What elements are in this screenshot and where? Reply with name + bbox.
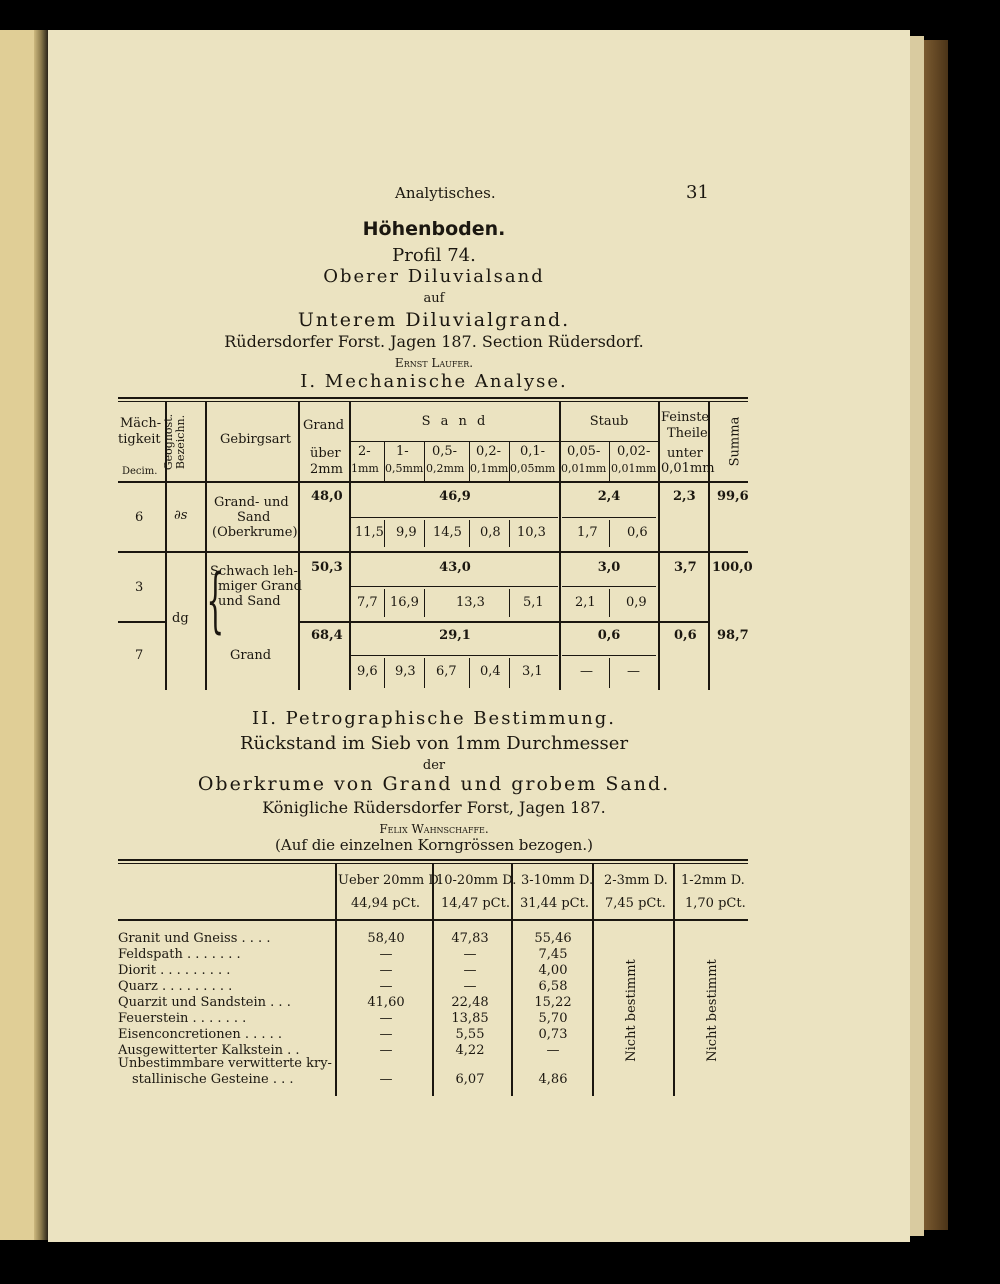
hdr-unter-mm: 0,01mm	[661, 461, 715, 476]
table1-depth-rule	[118, 621, 166, 623]
row2-gebirgsart: und Sand	[218, 594, 281, 609]
t2-col-pct: 7,45 pCt.	[605, 896, 666, 911]
row3-gebirgsart: Grand	[230, 648, 272, 663]
t2-row-name: Feuerstein . . . . . . .	[118, 1011, 247, 1026]
t2-col-head: 2-3mm D.	[604, 873, 668, 888]
table1-top-rule	[118, 397, 748, 399]
sub-col-line	[609, 520, 610, 547]
section2-location: Königliche Rüdersdorfer Forst, Jagen 187.	[262, 798, 606, 817]
t2-col-pct: 14,47 pCt.	[441, 896, 510, 911]
row1-symbol: ∂s	[174, 508, 188, 523]
hdr-maechtigkeit2: tigkeit	[118, 432, 161, 447]
t2-row-name: stallinische Gesteine . . .	[132, 1072, 294, 1087]
staub-col-unit: 0,01mm	[611, 462, 657, 475]
sub-col-line	[424, 658, 425, 688]
hdr-geognost: Geognost. Bezeichn.	[162, 413, 187, 471]
page-edge	[910, 36, 924, 1236]
hdr-unter: unter	[667, 446, 703, 461]
t2-cell: 13,85	[451, 1011, 489, 1026]
row1-gebirgsart: (Oberkrume)	[212, 525, 298, 540]
staub-col-unit: 0,01mm	[561, 462, 607, 475]
sub-col-line	[509, 658, 510, 688]
t2-cell: —	[379, 979, 393, 994]
section2-author: Felix Wahnschaffe.	[379, 822, 489, 836]
t2-cell: 6,58	[538, 979, 568, 994]
row3-feinste: 0,6	[674, 628, 697, 643]
row1-staub-rule	[562, 517, 656, 518]
col-line	[432, 864, 434, 1096]
row1-summa: 99,6	[717, 489, 749, 504]
t2-cell: —	[379, 947, 393, 962]
row2-staub-val: 0,9	[626, 595, 647, 610]
staub-col-head: 0,05-	[567, 444, 601, 459]
row3-staub-total: 0,6	[597, 628, 621, 643]
t2-row-name: Eisenconcretionen . . . . .	[118, 1027, 283, 1042]
t2-cell: —	[379, 1072, 393, 1087]
location-line: Rüdersdorfer Forst. Jagen 187. Section Rüdersdorf.	[224, 332, 644, 351]
row1-depth: 6	[135, 510, 144, 525]
t2-cell: 7,45	[538, 947, 568, 962]
table1-header-rule	[118, 481, 748, 483]
nicht-bestimmt-1: Nicht bestimmt	[623, 959, 639, 1062]
row1-sand-val: 10,3	[517, 525, 546, 540]
row1-staub-val: 1,7	[577, 525, 598, 540]
sand-col-head: 0,1-	[520, 444, 546, 459]
row1-gebirgsart: Grand- und	[214, 495, 289, 510]
t2-cell: —	[379, 963, 393, 978]
section2-note: (Auf die einzelnen Korngrössen bezogen.)	[275, 836, 593, 854]
t2-cell: 15,22	[534, 995, 572, 1010]
sand-col-unit: 0,05mm	[510, 462, 556, 475]
sand-sub-rule	[350, 441, 560, 442]
row3-staub-val: —	[580, 664, 593, 679]
row1-sand-val: 14,5	[433, 525, 462, 540]
t2-cell: 58,40	[367, 931, 405, 946]
row3-sand-val: 6,7	[436, 664, 457, 679]
brace-icon: {	[206, 559, 225, 641]
row2-staub-rule	[562, 586, 656, 587]
hdr-summa: Summa	[727, 416, 743, 467]
row3-depth: 7	[135, 648, 144, 663]
author-line: Ernst Laufer.	[394, 356, 474, 370]
t2-row-name: Unbestimmbare verwitterte kry-	[118, 1056, 332, 1071]
t2-cell: 0,73	[538, 1027, 568, 1042]
t2-col-pct: 31,44 pCt.	[520, 896, 589, 911]
t2-col-pct: 44,94 pCt.	[351, 896, 420, 911]
t2-cell: 22,48	[451, 995, 489, 1010]
row2-sand-total: 43,0	[439, 560, 471, 575]
row3-sand-val: 0,4	[480, 664, 501, 679]
t2-cell: 41,60	[367, 995, 405, 1010]
sub-col-line	[469, 658, 470, 688]
section2-der: der	[422, 758, 446, 773]
hdr-feinste: Feinste	[661, 410, 710, 425]
t2-cell: —	[463, 947, 477, 962]
sub-col-line	[424, 589, 425, 617]
t2-cell: —	[546, 1043, 560, 1058]
hdr-maechtigkeit: Mäch-	[120, 416, 162, 431]
col-line	[511, 864, 513, 1096]
row1-sand-val: 9,9	[396, 525, 417, 540]
col-line	[658, 402, 660, 690]
sub-col-line	[469, 441, 470, 481]
row3-staub-rule	[562, 655, 656, 656]
t2-row-name: Granit und Gneiss . . . .	[118, 931, 271, 946]
sand-col-head: 2-	[358, 444, 371, 459]
table1-row-rule	[118, 551, 748, 553]
auf-label: auf	[423, 291, 445, 306]
row2-summa: 100,0	[712, 560, 753, 575]
sand-col-head: 0,5-	[432, 444, 458, 459]
sub-col-line	[424, 520, 425, 547]
row2-staub-total: 3,0	[597, 560, 621, 575]
row1-gebirgsart: Sand	[237, 510, 271, 525]
sub-col-line	[384, 441, 385, 481]
profile-title: Profil 74.	[392, 245, 476, 266]
col-line	[335, 864, 337, 1096]
sand-col-head: 0,2-	[476, 444, 502, 459]
t2-cell: 4,86	[538, 1072, 568, 1087]
row2-sand-rule	[350, 586, 558, 587]
sand-col-head: 1-	[396, 444, 409, 459]
sand-col-unit: 1mm	[351, 462, 379, 475]
row1-staub-total: 2,4	[597, 489, 621, 504]
hdr-theile: Theile	[667, 426, 708, 441]
row1-grand: 48,0	[311, 489, 343, 504]
row3-summa: 98,7	[717, 628, 749, 643]
hdr-grand-mm: 2mm	[310, 462, 343, 477]
sand-col-unit: 0,2mm	[426, 462, 465, 475]
table1-top-rule2	[118, 401, 748, 402]
nicht-bestimmt-2: Nicht bestimmt	[704, 959, 720, 1062]
t2-cell: —	[379, 1043, 393, 1058]
row3-sand-total: 29,1	[439, 628, 471, 643]
col-line	[205, 402, 207, 690]
sub-col-line	[509, 520, 510, 547]
col-line	[708, 402, 710, 690]
running-title: Analytisches.	[395, 184, 496, 202]
row1-sand-val: 11,5	[355, 525, 384, 540]
sub-col-line	[424, 441, 425, 481]
hdr-grand: Grand	[303, 418, 345, 433]
t2-cell: 47,83	[451, 931, 489, 946]
book-cover-edge	[924, 40, 948, 1230]
section1-heading: I. Mechanische Analyse.	[300, 371, 568, 392]
t2-cell: —	[463, 979, 477, 994]
col-line	[673, 864, 675, 1096]
row1-sand-total: 46,9	[439, 489, 471, 504]
row2-sand-val: 13,3	[456, 595, 485, 610]
t2-cell: 5,70	[538, 1011, 568, 1026]
section2-heading: II. Petrographische Bestimmung.	[252, 708, 616, 729]
t2-col-head: 3-10mm D.	[521, 873, 594, 888]
staub-col-head: 0,02-	[617, 444, 651, 459]
row2-depth: 3	[135, 580, 144, 595]
sub-col-line	[509, 589, 510, 617]
t2-row-name: Quarz . . . . . . . . .	[118, 979, 233, 994]
book-gutter	[34, 30, 48, 1240]
t2-cell: —	[379, 1011, 393, 1026]
col-line	[298, 402, 300, 690]
hdr-gebirgsart: Gebirgsart	[220, 432, 291, 447]
sub-col-line	[384, 658, 385, 688]
t2-cell: —	[379, 1027, 393, 1042]
sub-col-line	[469, 520, 470, 547]
col-line	[559, 402, 561, 690]
hdr-decim: Decim.	[122, 466, 158, 477]
table2-top-rule	[118, 859, 748, 861]
hdr-staub: Staub	[589, 414, 629, 429]
row2-gebirgsart: miger Grand	[218, 579, 302, 594]
row2-sand-val: 5,1	[523, 595, 544, 610]
sub-col-line	[609, 589, 610, 617]
page-number: 31	[686, 182, 709, 203]
row1-feinste: 2,3	[673, 489, 696, 504]
row2-sand-val: 16,9	[390, 595, 419, 610]
sand-col-unit: 0,1mm	[470, 462, 509, 475]
row2-symbol: dg	[172, 611, 189, 626]
row1-sand-rule	[350, 517, 558, 518]
row2-staub-val: 2,1	[575, 595, 596, 610]
section2-sub1: Rückstand im Sieb von 1mm Durchmesser	[239, 733, 629, 754]
t2-cell: 6,07	[455, 1072, 485, 1087]
t2-cell: 4,22	[455, 1043, 485, 1058]
row2-gebirgsart: Schwach leh-	[210, 564, 298, 579]
row1-staub-val: 0,6	[627, 525, 648, 540]
sub-col-line	[609, 658, 610, 688]
table1-row-rule2	[298, 621, 708, 623]
t2-cell: 5,55	[455, 1027, 485, 1042]
row3-sand-val: 3,1	[522, 664, 543, 679]
t2-row-name: Diorit . . . . . . . . .	[118, 963, 231, 978]
row3-sand-val: 9,3	[395, 664, 416, 679]
t2-cell: —	[463, 963, 477, 978]
sub-col-line	[384, 520, 385, 547]
section2-sub2: Oberkrume von Grand und grobem Sand.	[197, 773, 671, 795]
sand-col-unit: 0,5mm	[385, 462, 424, 475]
lower-layer-title: Unterem Diluvialgrand.	[297, 309, 571, 331]
col-line	[592, 864, 594, 1096]
t2-col-head: 10-20mm D.	[436, 873, 517, 888]
t2-row-name: Ausgewitterter Kalkstein . .	[118, 1043, 300, 1058]
main-title: Höhenboden.	[362, 218, 506, 240]
row2-sand-val: 7,7	[357, 595, 378, 610]
sub-col-line	[384, 589, 385, 617]
col-line	[349, 402, 351, 690]
row3-grand: 68,4	[311, 628, 343, 643]
row3-sand-val: 9,6	[357, 664, 378, 679]
sub-col-line	[609, 441, 610, 481]
t2-cell: 55,46	[534, 931, 572, 946]
row2-feinste: 3,7	[674, 560, 697, 575]
row3-sand-rule	[350, 655, 558, 656]
t2-col-pct: 1,70 pCt.	[685, 896, 746, 911]
row1-sand-val: 0,8	[480, 525, 501, 540]
t2-cell: 4,00	[538, 963, 568, 978]
t2-col-head: Ueber 20mm D.	[338, 873, 443, 888]
upper-layer-title: Oberer Diluvialsand	[323, 266, 545, 287]
t2-col-head: 1-2mm D.	[681, 873, 745, 888]
hdr-grand-ueber: über	[310, 446, 341, 461]
t2-row-name: Feldspath . . . . . . .	[118, 947, 241, 962]
row2-grand: 50,3	[311, 560, 343, 575]
t2-row-name: Quarzit und Sandstein . . .	[118, 995, 291, 1010]
hdr-sand: S a n d	[421, 414, 489, 429]
row3-staub-val: —	[627, 664, 640, 679]
sub-col-line	[509, 441, 510, 481]
